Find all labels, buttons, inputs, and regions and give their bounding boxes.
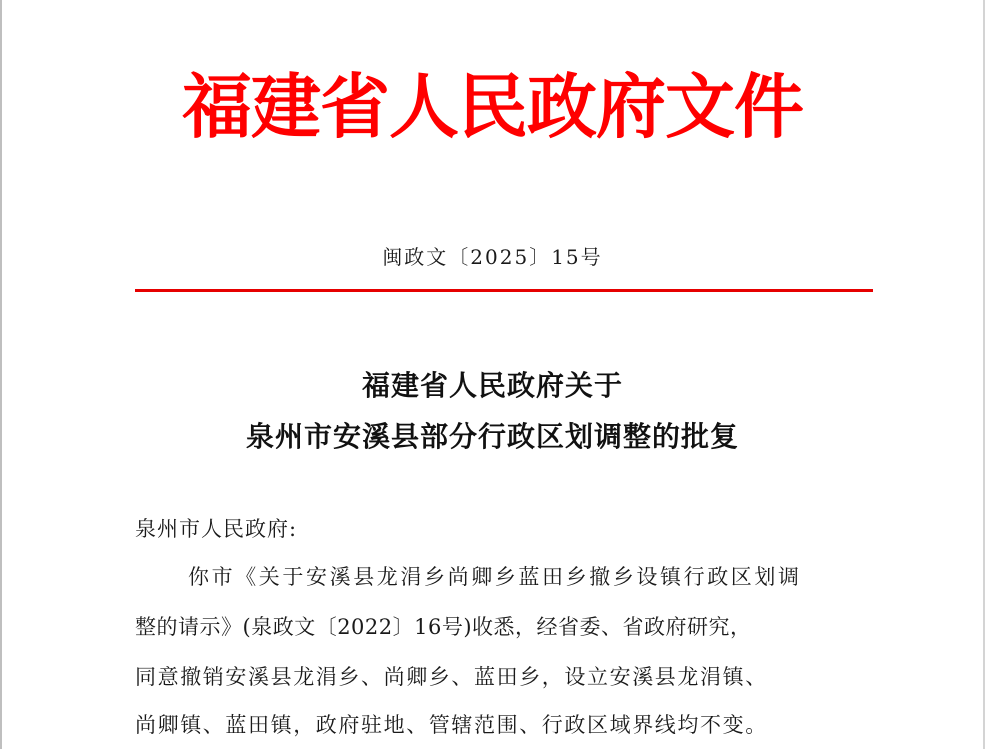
- red-header-masthead: 福建省人民政府文件: [182, 65, 803, 148]
- document-title-line-2: 泉州市安溪县部分行政区划调整的批复: [245, 420, 739, 453]
- body-text-line: 尚卿镇、蓝田镇，政府驻地、管辖范围、行政区域界线均不变。: [135, 713, 768, 737]
- body-text-line: 同意撤销安溪县龙涓乡、尚卿乡、蓝田乡，设立安溪县龙涓镇、: [135, 665, 768, 689]
- red-separator-rule: [135, 289, 873, 292]
- salutation: 泉州市人民政府:: [135, 517, 298, 541]
- document-number: 闽政文〔2025〕15号: [382, 245, 603, 269]
- body-text-line: 你市《关于安溪县龙涓乡尚卿乡蓝田乡撤乡设镇行政区划调: [188, 565, 802, 589]
- document-title-line-1: 福建省人民政府关于: [361, 369, 623, 402]
- body-text-line: 整的请示》(泉政文〔2022〕16号)收悉，经省委、省政府研究，: [135, 615, 752, 639]
